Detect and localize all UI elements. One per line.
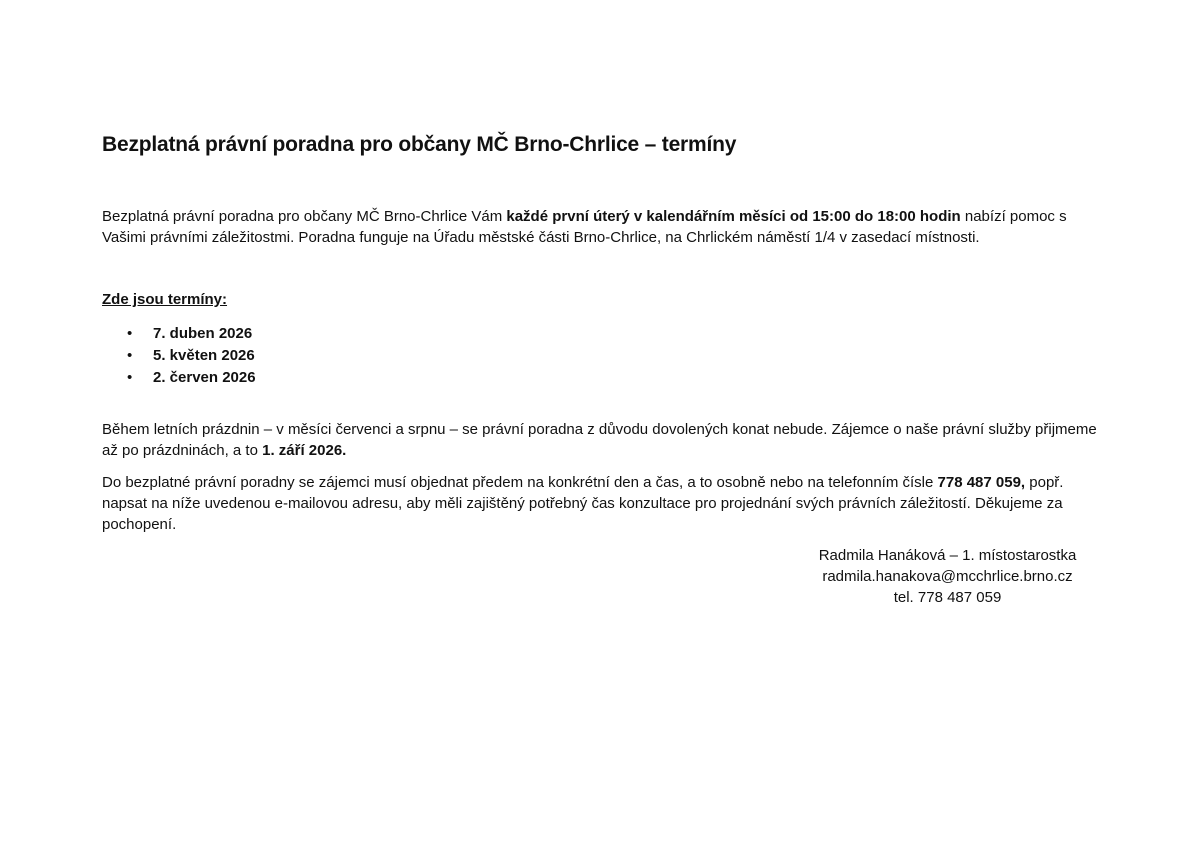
date-text: 2. červen 2026 bbox=[153, 369, 256, 386]
booking-text-start: Do bezplatné právní poradny se zájemci musí objednat předem na konkrétní den a čas, a to osobně nebo na telefonním čísle bbox=[102, 474, 938, 491]
summer-text: Během letních prázdnin – v měsíci červenci a srpnu – se právní poradna z důvodu dovolených konat nebude. Zájemce o naše právní služby přijmeme až po prázdninách, a to bbox=[102, 421, 1097, 459]
summer-date-bold: 1. září 2026. bbox=[262, 442, 347, 459]
signature-email: radmila.hanakova@mcchrlice.brno.cz bbox=[822, 568, 1073, 585]
booking-paragraph bbox=[102, 472, 1102, 535]
terms-heading: Zde jsou termíny: bbox=[102, 291, 228, 308]
summer-paragraph bbox=[102, 419, 1102, 461]
bullet-icon: • bbox=[127, 369, 133, 386]
list-item bbox=[102, 367, 256, 389]
booking-phone-bold: 778 487 059, bbox=[937, 474, 1026, 491]
intro-text-start: Bezplatná právní poradna pro občany MČ Brno-Chrlice Vám bbox=[102, 208, 507, 225]
list-item bbox=[102, 345, 256, 367]
document-title: Bezplatná právní poradna pro občany MČ Brno-Chrlice – termíny bbox=[102, 133, 737, 156]
intro-schedule-bold: každé první úterý v kalendářním měsíci od 15:00 do 18:00 hodin bbox=[506, 208, 961, 225]
date-text: 7. duben 2026 bbox=[153, 325, 253, 342]
date-text: 5. květen 2026 bbox=[153, 347, 255, 364]
signature-name: Radmila Hanáková – 1. místostarostka bbox=[818, 547, 1077, 564]
signature-block bbox=[800, 545, 1095, 608]
signature-phone: tel. 778 487 059 bbox=[893, 589, 1002, 606]
bullet-icon: • bbox=[127, 325, 133, 342]
list-item bbox=[102, 323, 256, 345]
intro-text-end: nabízí pomoc s Vašimi právními záležitostmi. Poradna funguje na Úřadu městské části Brno-Chrlice, na Chrlickém náměstí 1/4 v zasedací místnosti. bbox=[102, 208, 1067, 246]
intro-paragraph bbox=[102, 206, 1102, 248]
dates-list bbox=[102, 323, 256, 389]
booking-text-end: popř. napsat na níže uvedenou e-mailovou adresu, aby měli zajištěný potřebný čas konzultace pro projednání svých právních záležitostí. Děkujeme za pochopení. bbox=[102, 474, 1064, 533]
bullet-icon: • bbox=[127, 347, 133, 364]
